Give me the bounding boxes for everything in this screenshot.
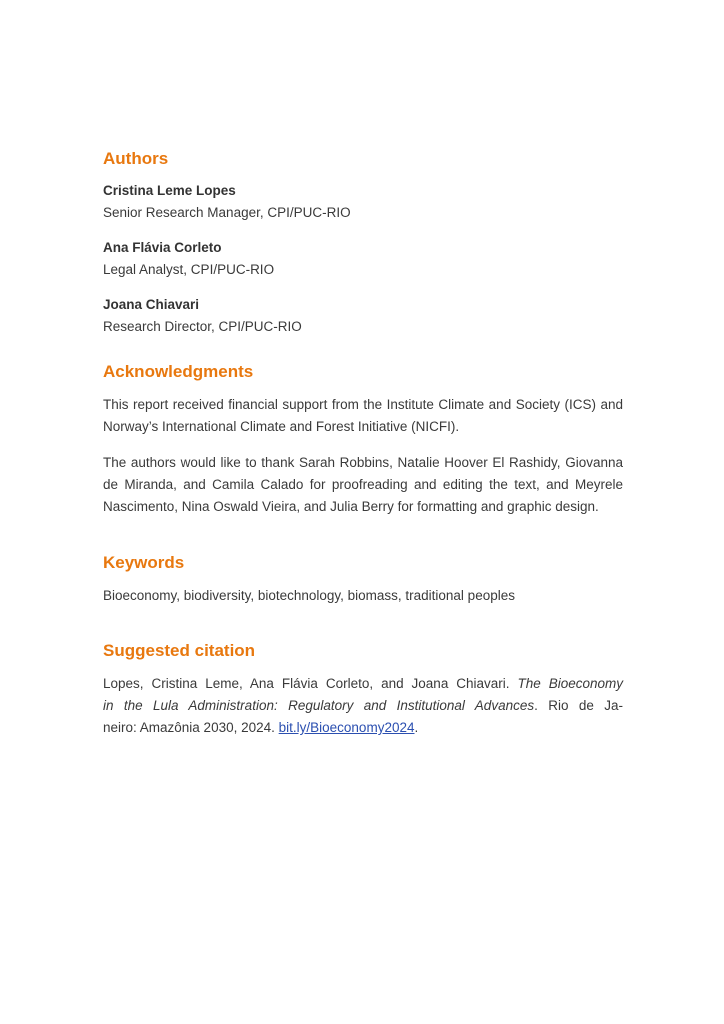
author-name: Joana Chiavari bbox=[103, 297, 200, 312]
acknowledgments-heading: Acknowledgments bbox=[103, 362, 254, 381]
keywords-text: Bioeconomy, biodiversity, biotechnology, biomass, traditional peoples bbox=[103, 588, 515, 603]
acknowledgments-section bbox=[103, 359, 623, 518]
citation-publisher-part: . Rio de Ja- bbox=[534, 698, 623, 713]
citation-end: . bbox=[414, 720, 419, 735]
citation-text bbox=[103, 673, 623, 739]
authors-section bbox=[103, 146, 623, 338]
citation-title-part: The Bioeconomy bbox=[517, 676, 624, 691]
credits-content bbox=[103, 146, 623, 739]
citation-section bbox=[103, 638, 623, 739]
author-entry bbox=[103, 237, 623, 281]
author-name: Ana Flávia Corleto bbox=[103, 240, 222, 255]
author-entry bbox=[103, 180, 623, 224]
authors-heading: Authors bbox=[103, 149, 169, 168]
citation-link[interactable]: bit.ly/Bioeconomy2024 bbox=[278, 720, 415, 735]
citation-line bbox=[103, 695, 623, 717]
acknowledgments-paragraph: The authors would like to thank Sarah Robbins, Natalie Hoover El Rashidy, Giovanna de Miranda, and Camila Calado for proofreading and editing the text, and Meyrele Nascimento, Nina Oswald Vieira, and Julia Berry for formatting and graphic design. bbox=[103, 455, 623, 514]
citation-line bbox=[103, 717, 623, 739]
citation-publisher-part: neiro: Amazônia 2030, 2024. bbox=[103, 720, 279, 735]
author-name: Cristina Leme Lopes bbox=[103, 183, 236, 198]
author-role: Legal Analyst, CPI/PUC-RIO bbox=[103, 262, 275, 277]
keywords-heading: Keywords bbox=[103, 553, 185, 572]
citation-title-part: in the Lula Administration: Regulatory and Institutional Advances bbox=[103, 698, 535, 713]
acknowledgments-paragraph: This report received financial support from the Institute Climate and Society (ICS) and Norway’s International Climate and Forest Initiative (NICFI). bbox=[103, 397, 623, 434]
author-role: Senior Research Manager, CPI/PUC-RIO bbox=[103, 205, 351, 220]
author-role: Research Director, CPI/PUC-RIO bbox=[103, 319, 302, 334]
citation-authors: Lopes, Cristina Leme, Ana Flávia Corleto, and Joana Chiavari. bbox=[103, 676, 518, 691]
keywords-section bbox=[103, 550, 623, 607]
citation-heading: Suggested citation bbox=[103, 641, 256, 660]
citation-line bbox=[103, 673, 623, 695]
author-entry bbox=[103, 294, 623, 338]
